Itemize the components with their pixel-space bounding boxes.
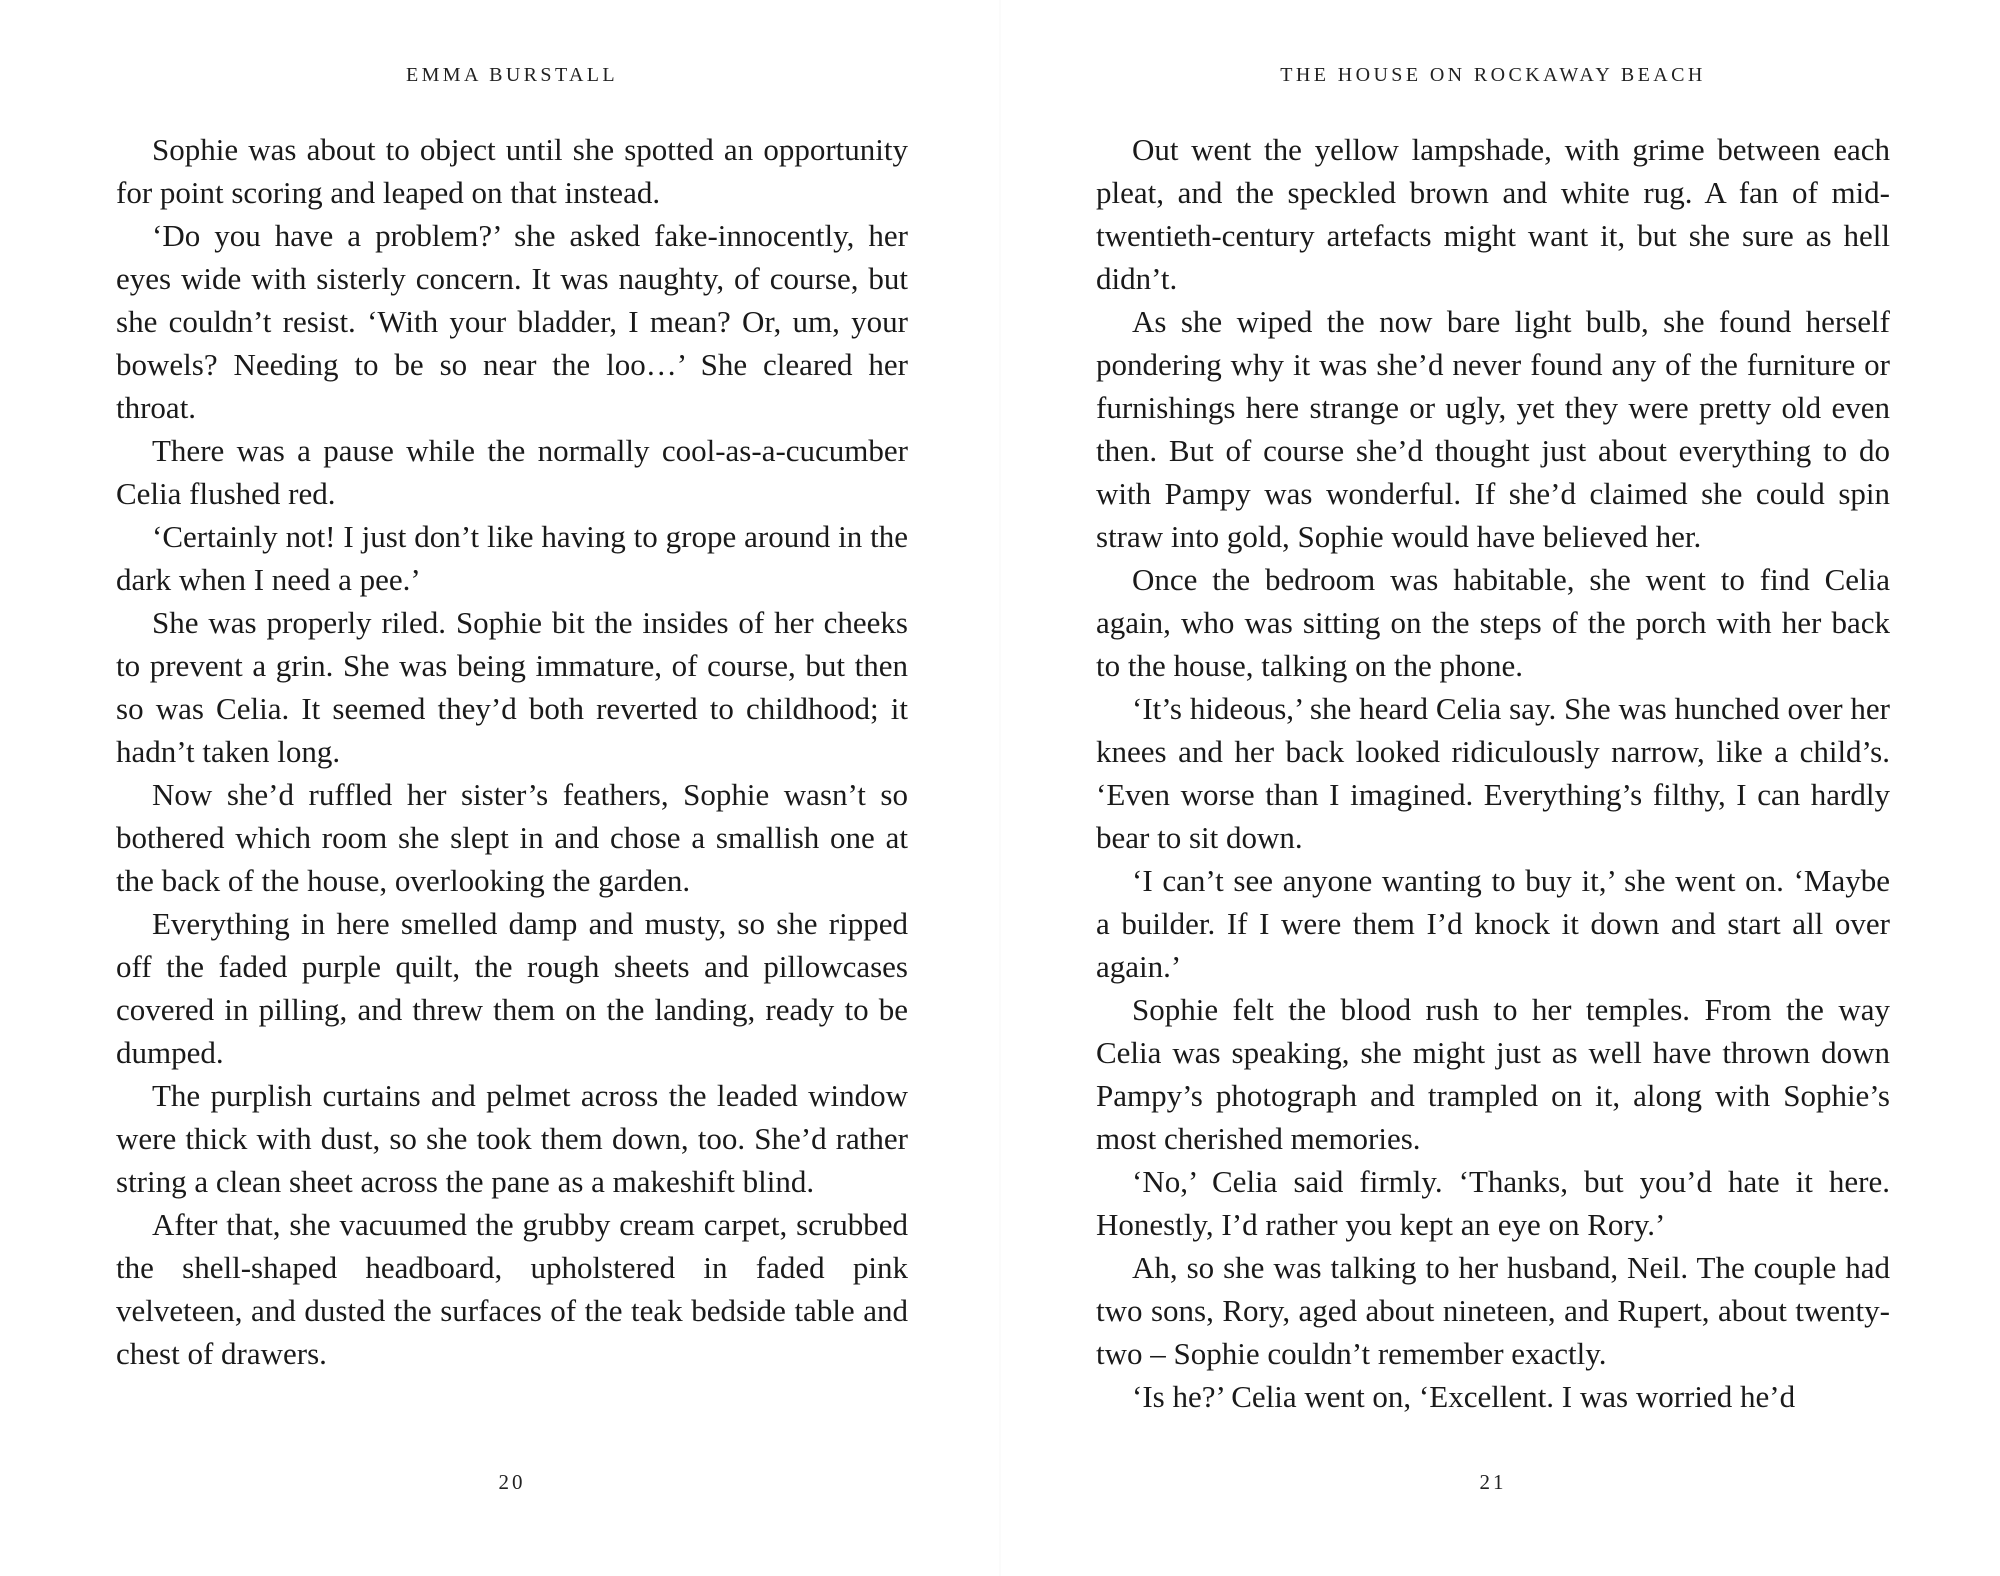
paragraph: As she wiped the now bare light bulb, she found herself pondering why it was she’d never found any of the furniture or furnishings here strange or ugly, yet they were pretty old even then. But of course she’d thought just about everything to do with Pampy was wonderful. If she’d claimed she could spin straw into gold, Sophie would have believed her.: [1096, 304, 1890, 554]
left-page-body: [116, 128, 908, 1375]
right-page-body: [1096, 128, 1890, 1418]
running-head-title: THE HOUSE ON ROCKAWAY BEACH: [1280, 64, 1706, 86]
paragraph: There was a pause while the normally cool-as-a-cucumber Celia flushed red.: [116, 433, 908, 511]
paragraph: Sophie was about to object until she spotted an opportunity for point scoring and leaped on that instead.: [116, 132, 908, 210]
paragraph: Sophie felt the blood rush to her temples. From the way Celia was speaking, she might just as well have thrown down Pampy’s photograph and trampled on it, along with Sophie’s most cherished memories.: [1096, 992, 1890, 1156]
paragraph: The purplish curtains and pelmet across the leaded window were thick with dust, so she took them down, too. She’d rather string a clean sheet across the pane as a makeshift blind.: [116, 1078, 908, 1199]
running-head-author: EMMA BURSTALL: [405, 64, 619, 86]
paragraph: Everything in here smelled damp and musty, so she ripped off the faded purple quilt, the rough sheets and pillowcases covered in pilling, and threw them on the landing, ready to be dumped.: [116, 906, 908, 1070]
paragraph: ‘Certainly not! I just don’t like having to grope around in the dark when I need a pee.’: [116, 519, 908, 597]
paragraph: Out went the yellow lampshade, with grime between each pleat, and the speckled brown and white rug. A fan of mid-twentieth-century artefacts might want it, but she sure as hell didn’t.: [1096, 132, 1890, 296]
page-number-right: 21: [1479, 1470, 1507, 1494]
page-number-left: 20: [498, 1470, 526, 1494]
left-page: [116, 0, 908, 1576]
paragraph: She was properly riled. Sophie bit the insides of her cheeks to prevent a grin. She was being immature, of course, but then so was Celia. It seemed they’d both reverted to childhood; it hadn’t taken long.: [116, 605, 908, 769]
paragraph: ‘I can’t see anyone wanting to buy it,’ she went on. ‘Maybe a builder. If I were them I’d knock it down and start all over again.’: [1096, 863, 1890, 984]
paragraph: ‘It’s hideous,’ she heard Celia say. She was hunched over her knees and her back looked ridiculously narrow, like a child’s. ‘Even worse than I imagined. Everything’s filthy, I can hardly bear to sit down.: [1096, 691, 1890, 855]
paragraph: ‘Do you have a problem?’ she asked fake-innocently, her eyes wide with sisterly concern. It was naughty, of course, but she couldn’t resist. ‘With your bladder, I mean? Or, um, your bowels? Needing to be so near the loo…’ She cleared her throat.: [116, 218, 908, 425]
paragraph: ‘No,’ Celia said firmly. ‘Thanks, but you’d hate it here. Honestly, I’d rather you kept an eye on Rory.’: [1096, 1164, 1890, 1242]
paragraph: ‘Is he?’ Celia went on, ‘Excellent. I was worried he’d: [1132, 1379, 1796, 1414]
paragraph: Now she’d ruffled her sister’s feathers, Sophie wasn’t so bothered which room she slept in and chose a smallish one at the back of the house, overlooking the garden.: [116, 777, 908, 898]
paragraph: Ah, so she was talking to her husband, Neil. The couple had two sons, Rory, aged about nineteen, and Rupert, about twenty-two – Sophie couldn’t remember exactly.: [1096, 1250, 1890, 1371]
paragraph: Once the bedroom was habitable, she went to find Celia again, who was sitting on the steps of the porch with her back to the house, talking on the phone.: [1096, 562, 1890, 683]
paragraph: After that, she vacuumed the grubby cream carpet, scrubbed the shell-shaped headboard, upholstered in faded pink velveteen, and dusted the surfaces of the teak bedside table and chest of drawers.: [116, 1207, 908, 1371]
gutter-divider: [999, 0, 1001, 1576]
right-page: [1096, 0, 1890, 1576]
